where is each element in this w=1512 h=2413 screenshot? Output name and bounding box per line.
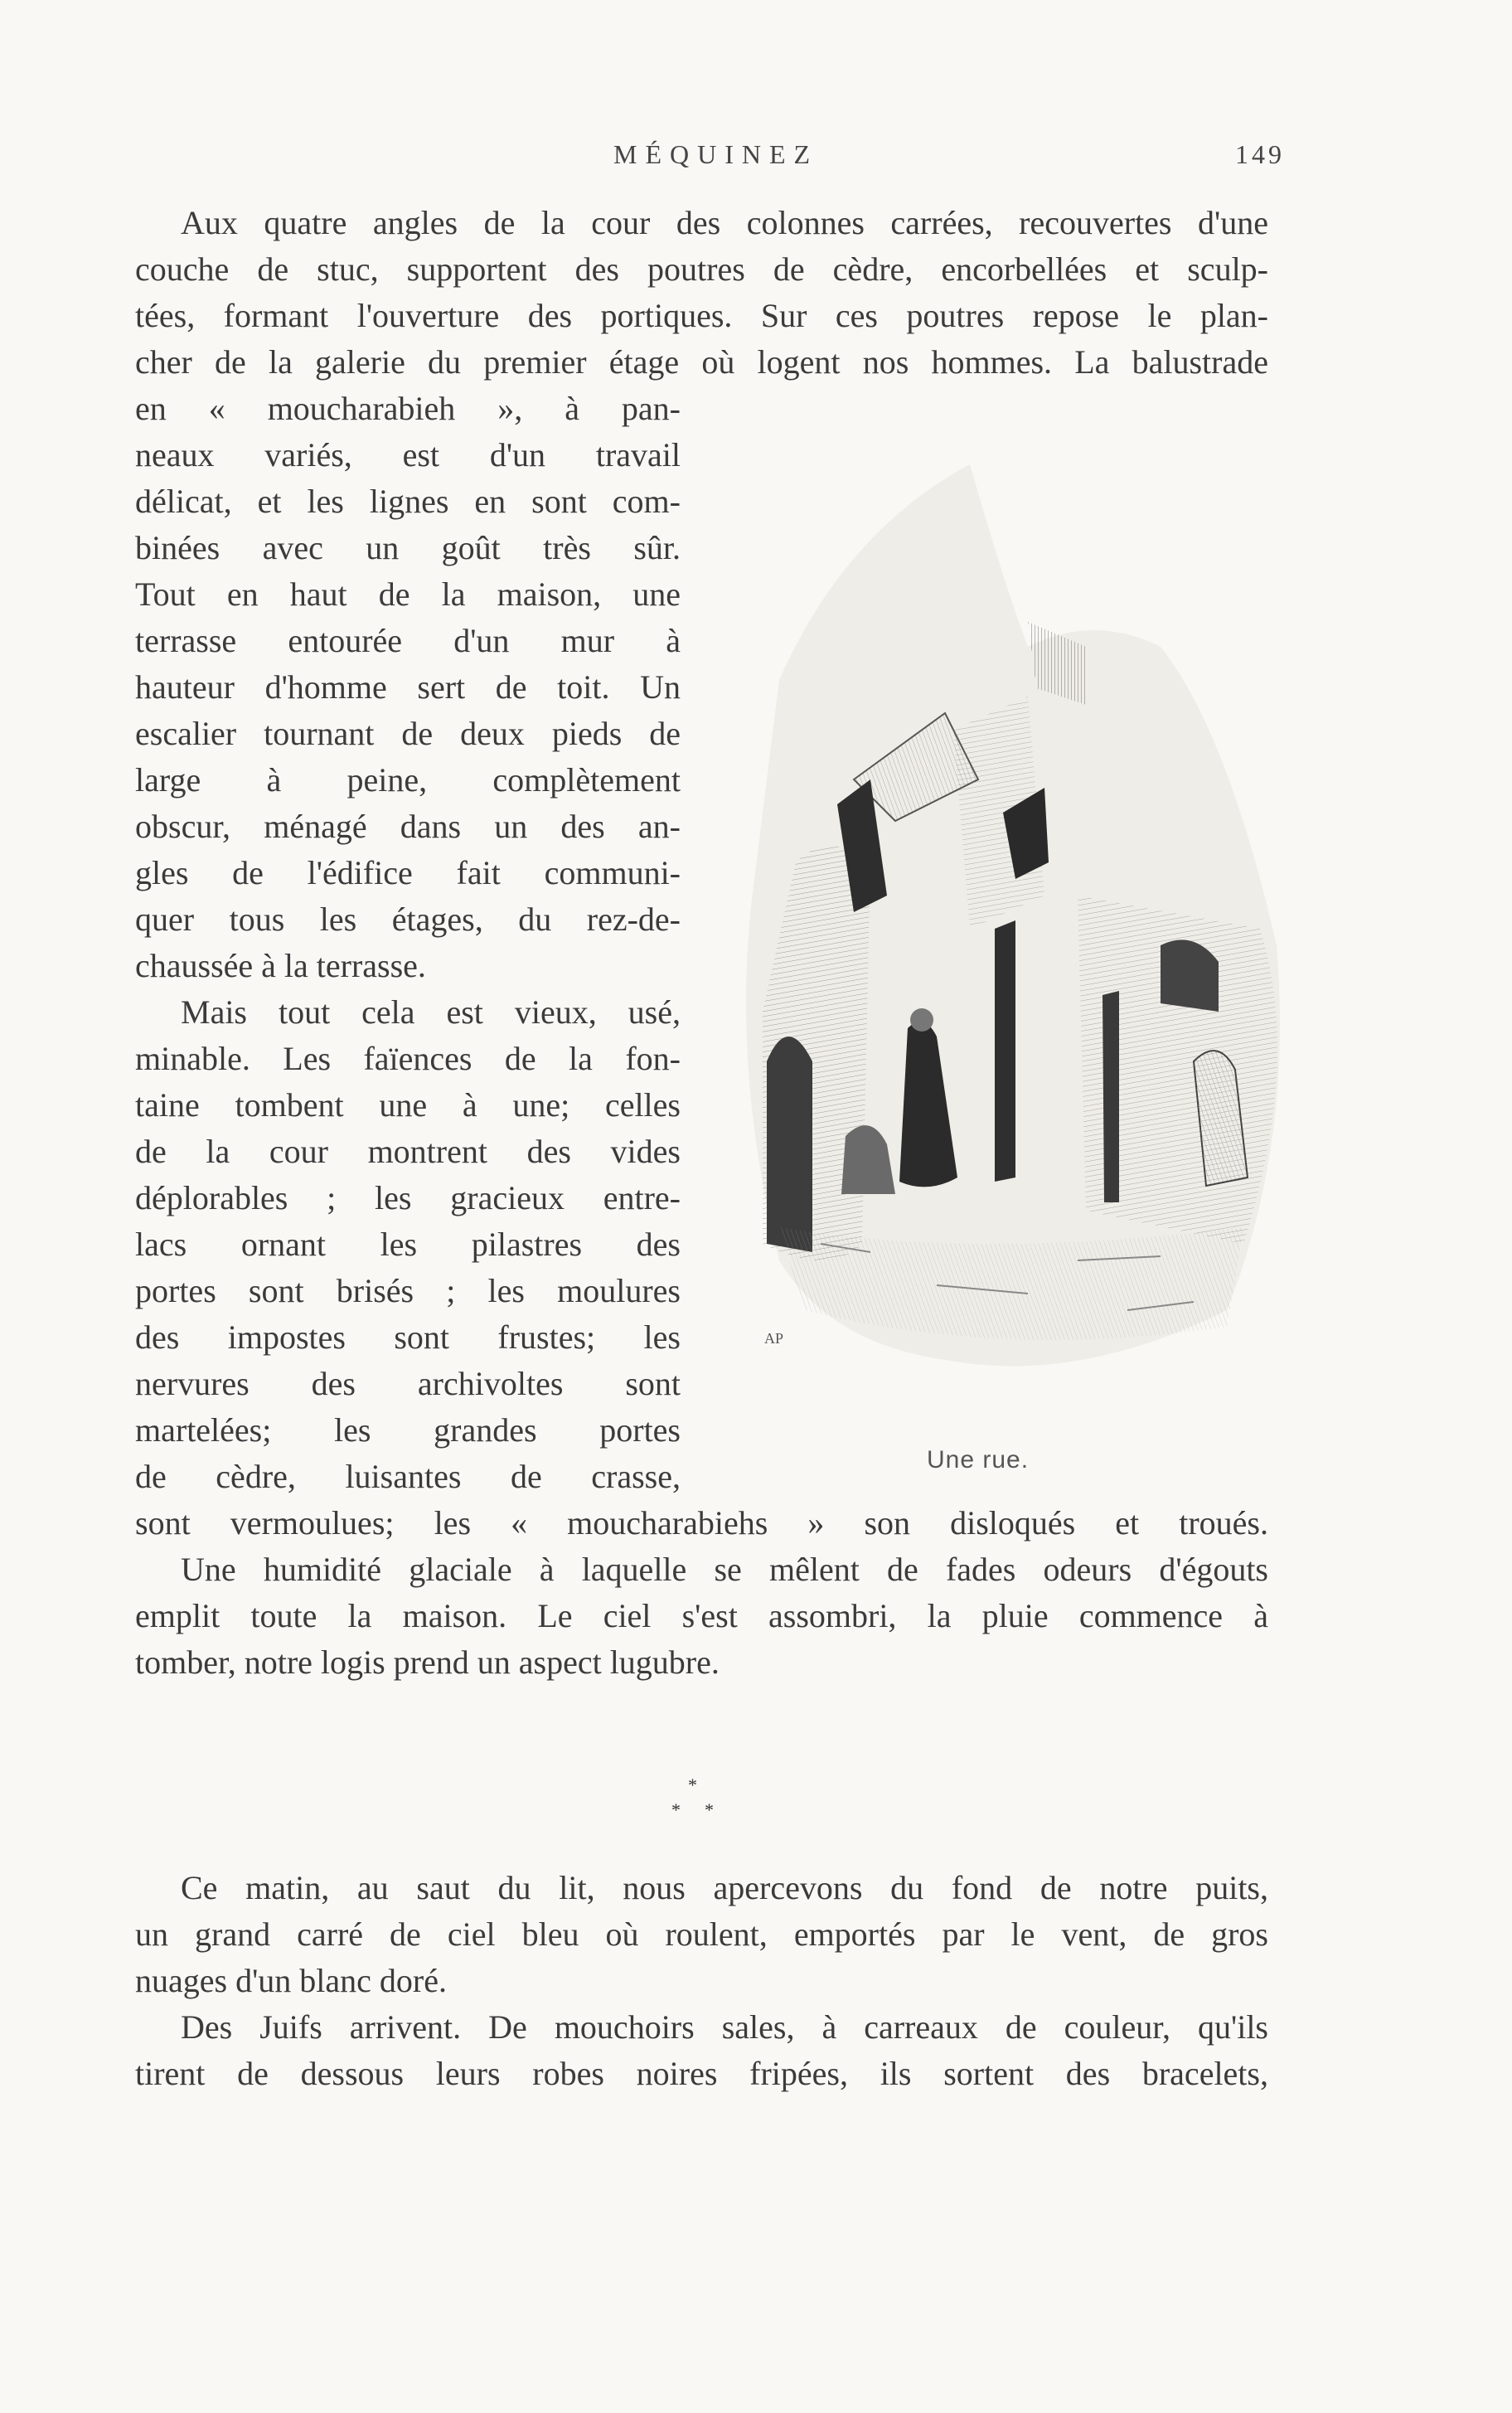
text-line: taine tombent une à une; celles	[135, 1086, 681, 1124]
text-line: neaux variés, est d'un travail	[135, 436, 681, 473]
running-title: MÉQUINEZ	[613, 139, 819, 169]
text-line: délicat, et les lignes en sont com-	[135, 483, 681, 520]
text-line: des impostes sont frustes; les	[135, 1318, 681, 1356]
text-line: de cèdre, luisantes de crasse,	[135, 1458, 681, 1495]
text-line: tées, formant l'ouverture des portiques. Sur ces poutres repose le plan-	[135, 297, 1268, 334]
section-separator	[663, 1775, 729, 1833]
text-line: déplorables ; les gracieux entre-	[135, 1179, 681, 1216]
text-line: Des Juifs arrivent. De mouchoirs sales, à carreaux de couleur, qu'ils	[181, 2008, 1268, 2046]
street-illustration	[729, 431, 1293, 1426]
text-line: portes sont brisés ; les moulures	[135, 1272, 681, 1309]
text-line: un grand carré de ciel bleu où roulent, emportés par le vent, de gros	[135, 1915, 1268, 1953]
star-glyph: *	[705, 1799, 714, 1820]
text-line: sont vermoulues; les « moucharabiehs » son disloqués et troués.	[135, 1504, 1268, 1542]
text-line: lacs ornant les pilastres des	[135, 1226, 681, 1263]
text-line: terrasse entourée d'un mur à	[135, 622, 681, 659]
text-line: en « moucharabieh », à pan-	[135, 390, 681, 427]
star-glyph: *	[671, 1799, 681, 1820]
text-line: Une humidité glaciale à laquelle se mêlent de fades odeurs d'égouts	[181, 1551, 1268, 1588]
text-line: nervures des archivoltes sont	[135, 1365, 681, 1402]
text-line: chaussée à la terrasse.	[135, 947, 426, 984]
artist-monogram: AP	[764, 1330, 784, 1347]
text-line: Mais tout cela est vieux, usé,	[181, 993, 681, 1031]
text-line: obscur, ménagé dans un des an-	[135, 808, 681, 845]
star-glyph: *	[688, 1775, 697, 1795]
text-line: escalier tournant de deux pieds de	[135, 715, 681, 752]
text-line: de la cour montrent des vides	[135, 1133, 681, 1170]
text-line: tirent de dessous leurs robes noires fripées, ils sortent des bracelets,	[135, 2055, 1268, 2092]
text-line: martelées; les grandes portes	[135, 1411, 681, 1449]
text-line: emplit toute la maison. Le ciel s'est assombri, la pluie commence à	[135, 1597, 1268, 1634]
page-number: 149	[1235, 139, 1285, 169]
text-line: tomber, notre logis prend un aspect lugubre.	[135, 1643, 720, 1681]
text-line: Ce matin, au saut du lit, nous apercevons du fond de notre puits,	[181, 1869, 1268, 1906]
text-line: couche de stuc, supportent des poutres de cèdre, encorbellées et sculp-	[135, 250, 1268, 288]
text-line: large à peine, complètement	[135, 761, 681, 799]
text-line: nuages d'un blanc doré.	[135, 1962, 447, 1999]
text-line: Tout en haut de la maison, une	[135, 575, 681, 613]
text-line: hauteur d'homme sert de toit. Un	[135, 668, 681, 706]
text-line: gles de l'édifice fait communi-	[135, 854, 681, 891]
running-head	[0, 139, 1512, 189]
text-line: Aux quatre angles de la cour des colonnes carrées, recouvertes d'une	[181, 204, 1268, 241]
text-line: minable. Les faïences de la fon-	[135, 1040, 681, 1077]
text-line: quer tous les étages, du rez-de-	[135, 901, 681, 938]
text-line: cher de la galerie du premier étage où logent nos hommes. La balustrade	[135, 343, 1268, 381]
text-line: binées avec un goût très sûr.	[135, 529, 681, 566]
street-engraving	[729, 431, 1293, 1426]
figure-caption: Une rue.	[927, 1446, 1030, 1474]
